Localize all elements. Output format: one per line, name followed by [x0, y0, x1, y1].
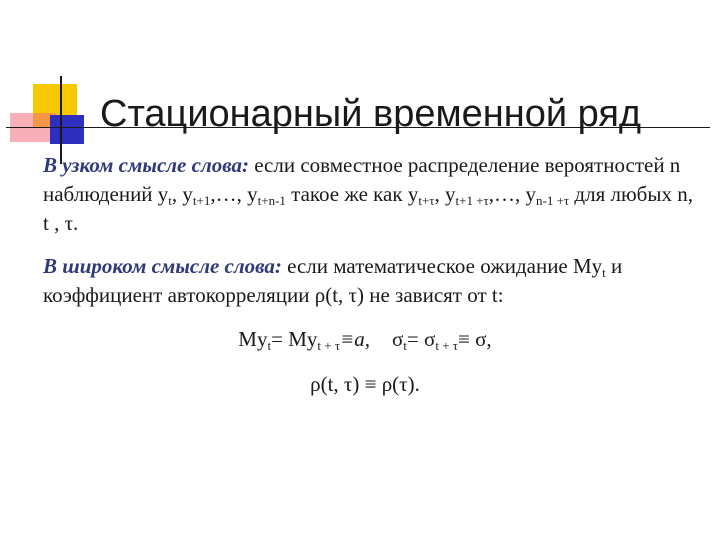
narrow-text-4: такое же как y — [285, 182, 419, 206]
formula1-sub-3: t — [403, 338, 407, 353]
narrow-text-6: ,…, y — [488, 182, 537, 206]
formula-stationarity — [0, 325, 720, 354]
broad-sense-paragraph — [43, 252, 703, 310]
broad-sense-label: В широком смысле слова: — [43, 254, 282, 278]
narrow-sub-5: t+1 +τ — [455, 193, 489, 208]
narrow-text-3: ,…, y — [210, 182, 258, 206]
narrow-text-2: , y — [171, 182, 193, 206]
broad-text-1: если математическое ожидание My — [281, 254, 603, 278]
decor-blue-square — [50, 115, 84, 144]
slide-title: Стационарный временной ряд — [100, 93, 642, 135]
narrow-sub-3: t+n-1 — [257, 193, 286, 208]
formula1-a1: My — [238, 327, 268, 351]
formula1-b1: σ — [391, 327, 404, 351]
narrow-sub-6: n-1 +τ — [536, 193, 570, 208]
narrow-text-1: если совместное распределение вероятностей n наблюдений y — [43, 153, 681, 206]
narrow-sense-paragraph — [43, 151, 703, 238]
narrow-text-5: , y — [434, 182, 456, 206]
formula1-b2: = σ — [406, 327, 436, 351]
formula1-a3: ≡a, — [340, 327, 370, 351]
narrow-sub-4: t+τ — [418, 193, 435, 208]
narrow-sub-2: t+1 — [192, 193, 211, 208]
formula1-sub-2: t + τ — [317, 338, 341, 353]
formula-autocorrelation: ρ(t, τ) ≡ ρ(τ). — [310, 372, 420, 396]
broad-text-2: и коэффициент автокорреляции ρ(t, τ) не зависят от t: — [43, 254, 623, 307]
formula1-b3: ≡ σ, — [458, 327, 492, 351]
narrow-sub-1: t — [168, 193, 172, 208]
formula1-sub-1: t — [267, 338, 272, 353]
formula1-sub-4: t + τ — [435, 338, 459, 353]
narrow-text-7: для любых n, t , τ. — [43, 182, 693, 235]
broad-sub-1: t — [602, 265, 606, 280]
formula1-a2: = My — [271, 327, 318, 351]
narrow-sense-label: В узком смысле слова: — [43, 153, 249, 177]
